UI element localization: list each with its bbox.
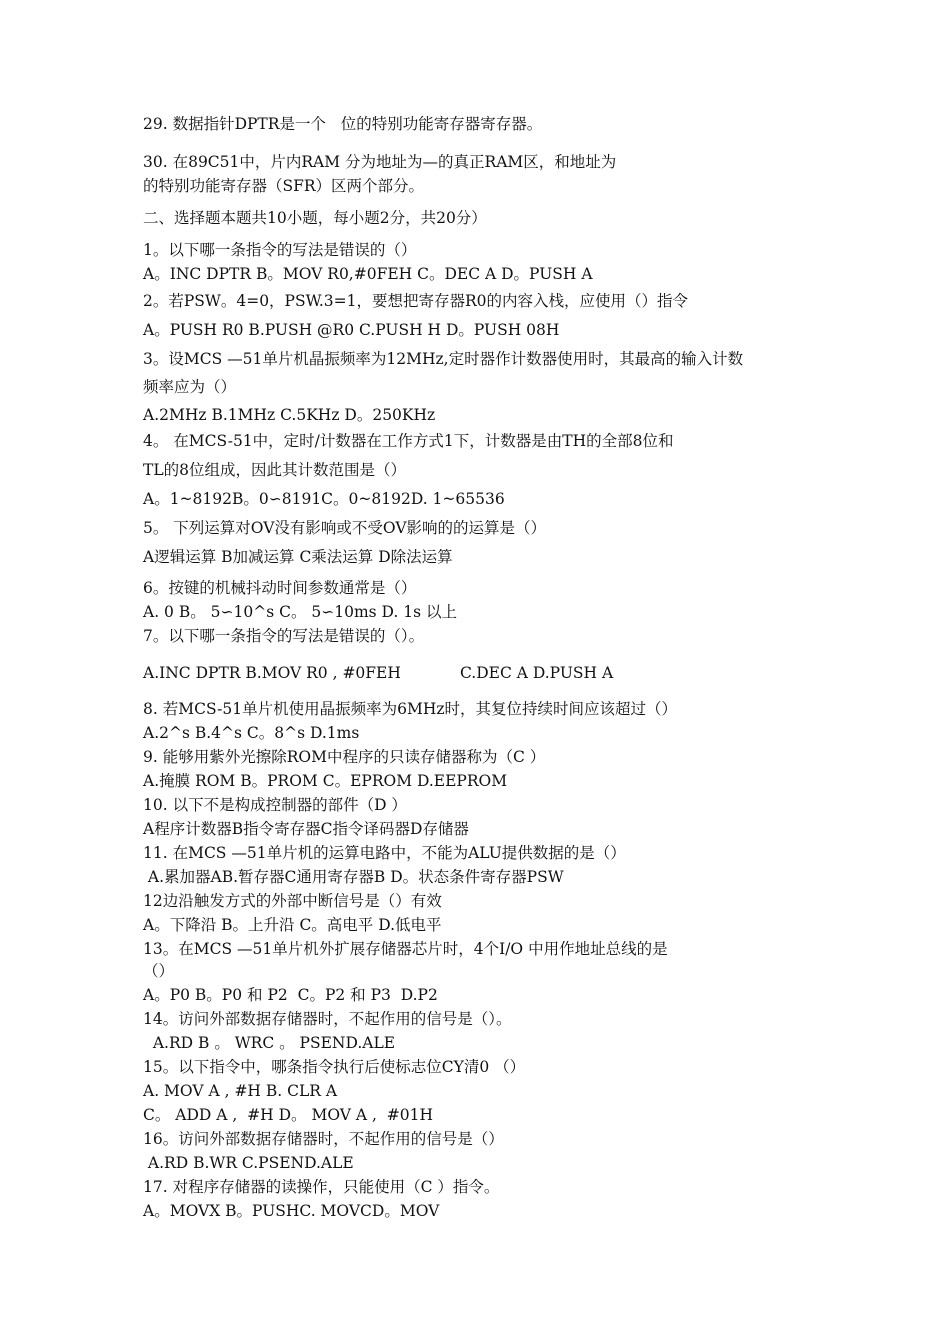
question-6-options: A. 0 B。 5∽10^s C。 5∽10ms D. 1s 以上 (143, 603, 458, 621)
question-1-options: A。INC DPTR B。MOV R0,#0FEH C。DEC A D。PUSH A (143, 265, 593, 283)
question-10: 10. 以下不是构成控制器的部件（D ） (143, 796, 407, 814)
question-17-options: A。MOVX B。PUSHC. MOVCD。MOV (143, 1202, 440, 1220)
question-4-options: A。1~8192B。0∽8191C。0~8192D. 1~65536 (143, 490, 505, 508)
question-8: 8. 若MCS-51单片机使用晶振频率为6MHz时，其复位持续时间应该超过（） (143, 700, 678, 718)
question-1: 1。以下哪一条指令的写法是错误的（） (143, 241, 417, 259)
question-14: 14。访问外部数据存储器时，不起作用的信号是（）。 (143, 1010, 512, 1028)
question-16: 16。访问外部数据存储器时，不起作用的信号是（） (143, 1130, 504, 1148)
question-30-line-1: 30. 在89C51中，片内RAM 分为地址为—的真正RAM区，和地址为 (143, 153, 617, 171)
question-8-options: A.2^s B.4^s C。8^s D.1ms (143, 724, 360, 742)
question-5: 5。 下列运算对OV没有影响或不受OV影响的的运算是（） (143, 519, 547, 537)
question-10-options: A程序计数器B指令寄存器C指令译码器D存储器 (143, 820, 469, 838)
question-15-options-ab: A. MOV A , #H B. CLR A (143, 1082, 338, 1100)
question-7-options: A.INC DPTR B.MOV R0 , #0FEH C.DEC A D.PUSH A (143, 664, 614, 682)
question-4-line-2: TL的8位组成，因此其计数范围是（） (143, 461, 406, 479)
question-7: 7。以下哪一条指令的写法是错误的（）。 (143, 627, 425, 645)
question-11: 11. 在MCS —51单片机的运算电路中，不能为ALU提供数据的是（） (143, 844, 626, 862)
question-6: 6。按键的机械抖动时间参数通常是（） (143, 579, 417, 597)
question-15: 15。以下指令中，哪条指令执行后使标志位CY清0 （） (143, 1058, 526, 1076)
question-12: 12边沿触发方式的外部中断信号是（）有效 (143, 892, 442, 910)
question-14-options: A.RD B 。 WRC 。 PSEND.ALE (143, 1034, 396, 1052)
question-12-options: A。下降沿 B。上升沿 C。高电平 D.低电平 (143, 916, 442, 934)
question-3-line-1: 3。设MCS —51单片机晶振频率为12MHz,定时器作计数器使用时，其最高的输入计数 (143, 350, 744, 368)
question-29: 29. 数据指针DPTR是一个 位的特别功能寄存器寄存器。 (143, 115, 543, 133)
question-13-line-1: 13。在MCS —51单片机外扩展存储器芯片时，4个I/O 中用作地址总线的是 (143, 940, 668, 958)
question-3-line-2: 频率应为（） (143, 378, 237, 396)
section-heading: 二、选择题本题共10小题，每小题2分，共20分） (143, 209, 487, 227)
question-13-line-2: （） (143, 962, 175, 980)
question-3-options: A.2MHz B.1MHz C.5KHz D。250KHz (143, 406, 436, 424)
question-30-line-2: 的特别功能寄存器（SFR）区两个部分。 (143, 177, 425, 195)
question-17: 17. 对程序存储器的读操作，只能使用（C ）指令。 (143, 1178, 500, 1196)
question-5-options: A逻辑运算 B加减运算 C乘法运算 D除法运算 (143, 548, 453, 566)
question-9: 9. 能够用紫外光擦除ROM中程序的只读存储器称为（C ） (143, 748, 546, 766)
question-2-options: A。PUSH R0 B.PUSH @R0 C.PUSH H D。PUSH 08H (143, 321, 560, 339)
question-13-options: A。P0 B。P0 和 P2 C。P2 和 P3 D.P2 (143, 986, 438, 1004)
question-4-line-1: 4。 在MCS-51中，定时/计数器在工作方式1下，计数器是由TH的全部8位和 (143, 432, 674, 450)
question-11-options: A.累加器AB.暂存器C通用寄存器B D。状态条件寄存器PSW (143, 868, 564, 886)
question-2: 2。若PSW。4=0，PSW.3=1，要想把寄存器R0的内容入栈，应使用（）指令 (143, 292, 688, 310)
question-15-options-cd: C。 ADD A , #H D。 MOV A , #01H (143, 1106, 434, 1124)
question-16-options: A.RD B.WR C.PSEND.ALE (143, 1154, 354, 1172)
question-9-options: A.掩膜 ROM B。PROM C。EPROM D.EEPROM (143, 772, 508, 790)
